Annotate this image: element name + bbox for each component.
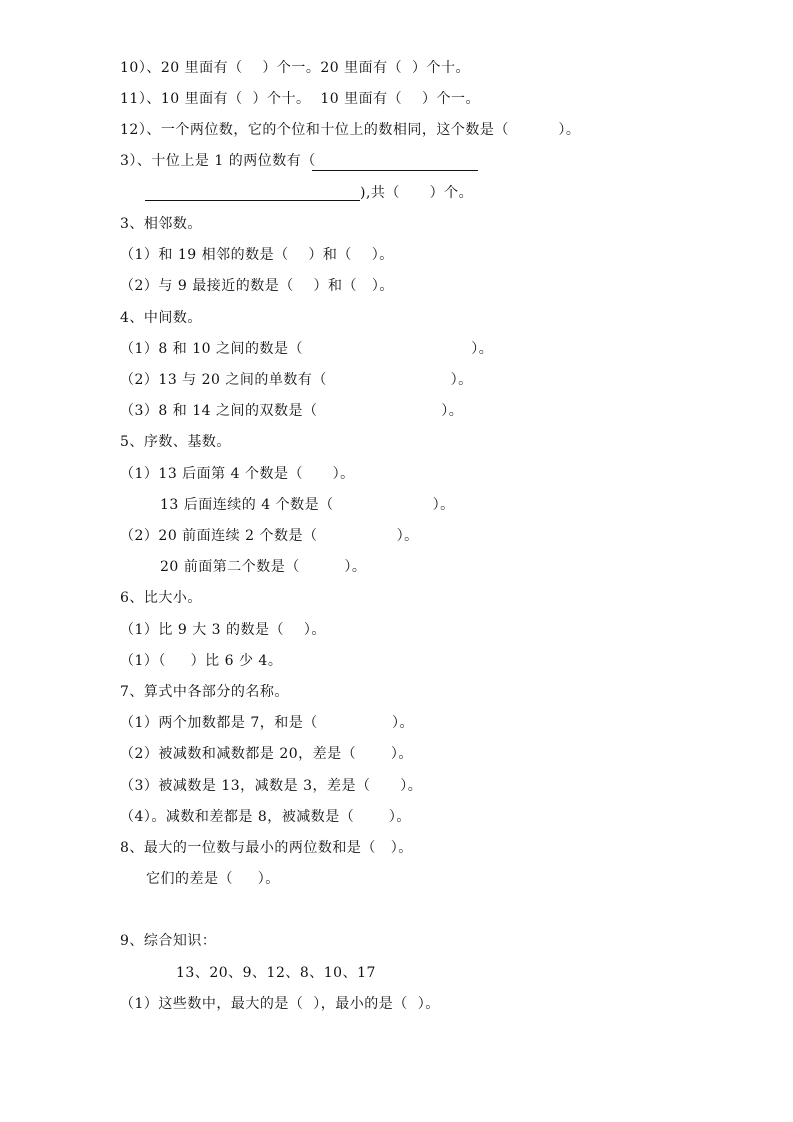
heading-ordinal-cardinal: 5、序数、基数。 xyxy=(120,434,231,450)
sub-question-3-1: （1）和 19 相邻的数是（ ）和（ ）。 xyxy=(120,247,394,263)
sub-question-5-1-b: 13 后面连续的 4 个数是（ ）。 xyxy=(160,497,455,513)
answer-line-upper xyxy=(312,170,478,171)
question-11: 11）、10 里面有（ ）个十。 10 里面有（ ）个一。 xyxy=(120,91,480,107)
question-12: 12）、一个两位数，它的个位和十位上的数相同，这个数是（ ）。 xyxy=(120,122,581,138)
sub-question-7-4: （4）。减数和差都是 8，被减数是（ ）。 xyxy=(120,809,411,825)
heading-compare: 6、比大小。 xyxy=(120,590,202,606)
sub-question-4-3: （3）8 和 14 之间的双数是（ ）。 xyxy=(120,403,464,419)
sub-question-7-3: （3）被减数是 13，减数是 3，差是（ ）。 xyxy=(120,778,423,794)
sub-question-6-2: （1）（ ）比 6 少 4。 xyxy=(120,653,283,669)
heading-adjacent-numbers: 3、相邻数。 xyxy=(120,216,202,232)
question-3-tens-digit: 3）、十位上是 1 的两位数有（ xyxy=(120,153,316,169)
number-list: 13、20、9、12、8、10、17 xyxy=(176,965,376,981)
question-8-b: 它们的差是（ ）。 xyxy=(146,871,280,887)
question-3-count: ),共（ ）个。 xyxy=(360,185,474,201)
sub-question-4-1: （1）8 和 10 之间的数是（ ）。 xyxy=(120,341,494,357)
sub-question-4-2: （2）13 与 20 之间的单数有（ ）。 xyxy=(120,372,473,388)
sub-question-7-1: （1）两个加数都是 7，和是（ ）。 xyxy=(120,715,415,731)
heading-middle-numbers: 4、中间数。 xyxy=(120,310,202,326)
sub-question-5-2: （2）20 前面连续 2 个数是（ ）。 xyxy=(120,528,419,544)
sub-question-5-1: （1）13 后面第 4 个数是（ ）。 xyxy=(120,466,355,482)
answer-line-lower xyxy=(145,200,360,201)
sub-question-7-2: （2）被减数和减数都是 20，差是（ ）。 xyxy=(120,746,413,762)
question-8: 8、最大的一位数与最小的两位数和是（ ）。 xyxy=(120,840,413,856)
heading-general-knowledge: 9、综合知识： xyxy=(120,933,217,949)
heading-equation-parts: 7、算式中各部分的名称。 xyxy=(120,684,289,700)
question-10: 10）、20 里面有（ ）个一。20 里面有（ ）个十。 xyxy=(120,60,471,76)
sub-question-3-2: （2）与 9 最接近的数是（ ）和（ ）。 xyxy=(120,278,394,294)
sub-question-6-1: （1）比 9 大 3 的数是（ ）。 xyxy=(120,622,326,638)
sub-question-5-2-b: 20 前面第二个数是（ ）。 xyxy=(160,559,367,575)
sub-question-9-1: （1）这些数中，最大的是（ ），最小的是（ ）。 xyxy=(120,996,440,1012)
